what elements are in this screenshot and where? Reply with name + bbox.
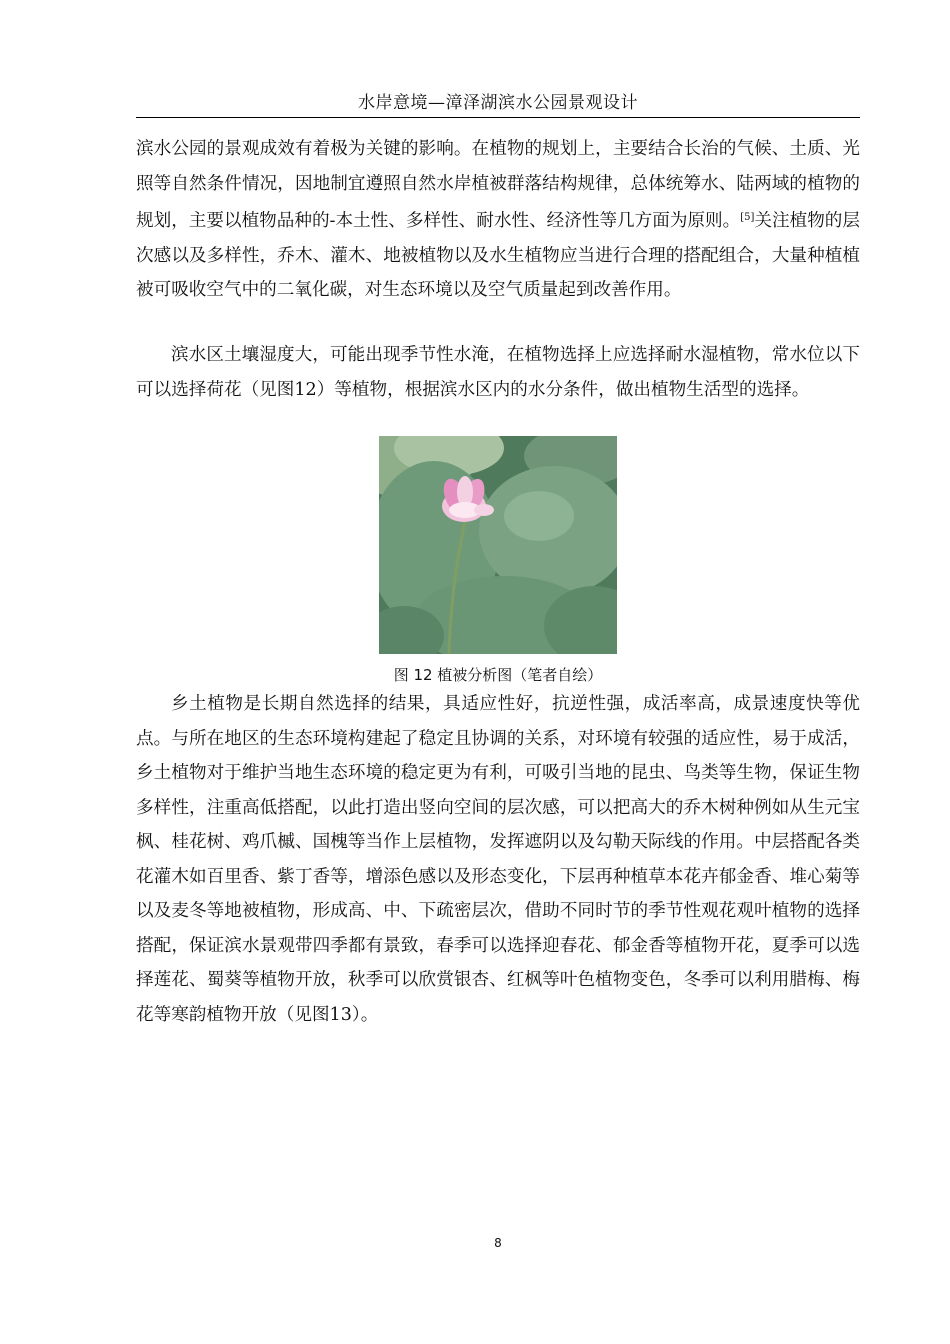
lotus-photo (379, 436, 617, 654)
paragraph-2: 滨水区土壤湿度大，可能出现季节性水淹，在植物选择上应选择耐水湿植物，常水位以下可以选择荷花（见图12）等植物，根据滨水区内的水分条件，做出植物生活型的选择。 (136, 345, 860, 400)
header-rule (136, 117, 860, 118)
paragraph-1-text-a: 滨水公园的景观成效有着极为关键的影响。在植物的规划上，主要结合长治的气候、土质、光照等自然条件情况，因地制宜遵照自然水岸植被群落结构规律，总体统筹水、陆两域的植物的规划，主要以植物品种的-本土性、多样性、耐水性、经济性等几方面为原则。 (136, 139, 860, 231)
paragraph-1 (136, 132, 860, 308)
paragraph-1-text-b: 关注植物的层次感以及多样性，乔木、灌木、地被植物以及水生植物应当进行合理的搭配组合，大量种植植被可吸收空气中的二氧化碳，对生态环境以及空气质量起到改善作用。 (136, 211, 860, 300)
paragraph-3: 乡土植物是长期自然选择的结果，具适应性好，抗逆性强，成活率高，成景速度快等优点。与所在地区的生态环境构建起了稳定且协调的关系，对环境有较强的适应性，易于成活，乡土植物对于维护当地生态环境的稳定更为有利，可吸引当地的昆虫、鸟类等生物，保证生物多样性，注重高低搭配，以此打造出竖向空间的层次感，可以把高大的乔木树种例如从生元宝枫、桂花树、鸡爪槭、国槐等当作上层植物，发挥遮阴以及勾勒天际线的作用。中层搭配各类花灌木如百里香、紫丁香等，增添色感以及形态变化，下层再种植草本花卉郁金香、堆心菊等以及麦冬等地被植物，形成高、中、下疏密层次，借助不同时节的季节性观花观叶植物的选择搭配，保证滨水景观带四季都有景致，春季可以选择迎春花、郁金香等植物开花，夏季可以选择莲花、蜀葵等植物开放，秋季可以欣赏银杏、红枫等叶色植物变色，冬季可以利用腊梅、梅花等寒韵植物开放（见图13）。 (136, 694, 860, 1025)
page-number: 8 (494, 1236, 502, 1250)
page-header-title: 水岸意境—漳泽湖滨水公园景观设计 (358, 93, 638, 113)
citation-ref: [5] (740, 212, 755, 223)
figure-caption: 图 12 植被分析图（笔者自绘） (393, 666, 603, 684)
